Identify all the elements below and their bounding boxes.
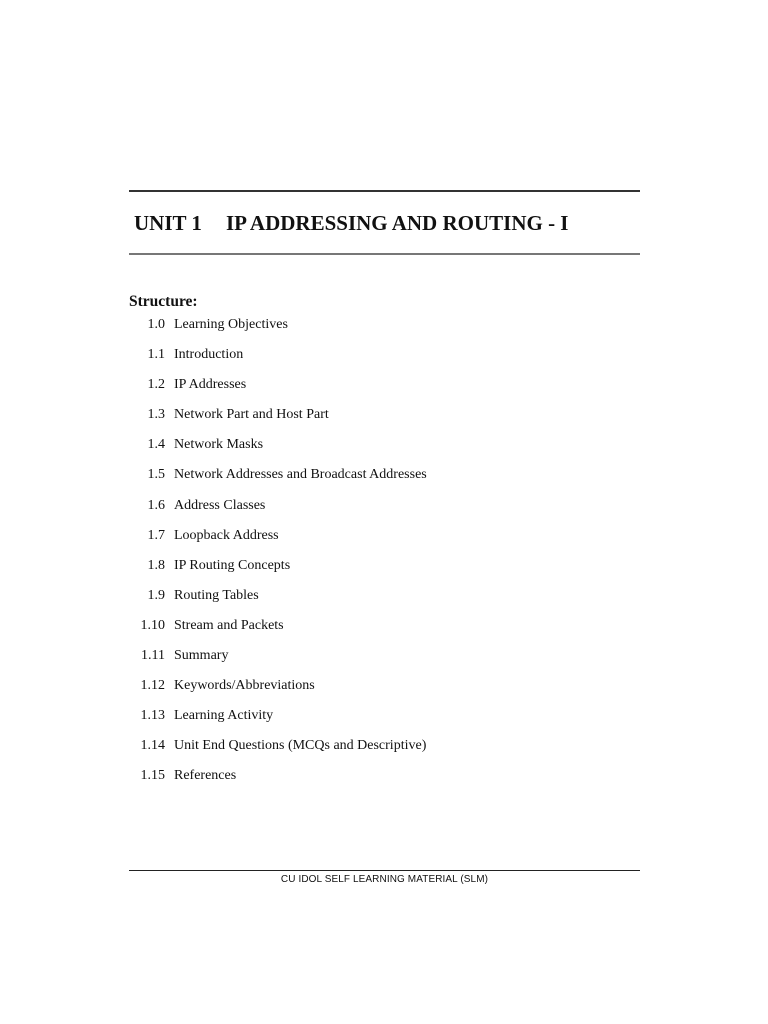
top-divider [129, 190, 640, 192]
item-number: 1.13 [140, 708, 165, 724]
item-number: 1.5 [147, 467, 165, 483]
item-number: 1.8 [147, 557, 165, 573]
item-label: Introduction [174, 347, 244, 363]
list-item [129, 586, 427, 616]
unit-number: UNIT 1 [134, 211, 202, 235]
item-number: 1.6 [147, 497, 165, 513]
list-item [129, 435, 427, 465]
item-number: 1.12 [140, 678, 165, 694]
page-footer: CU IDOL SELF LEARNING MATERIAL (SLM) [280, 874, 489, 885]
item-number: 1.11 [141, 648, 165, 664]
list-item [129, 496, 427, 526]
unit-title-text: IP ADDRESSING AND ROUTING - I [226, 211, 569, 235]
item-number: 1.7 [147, 527, 165, 543]
item-number: 1.2 [147, 377, 165, 393]
item-label: Network Part and Host Part [174, 407, 329, 423]
structure-heading: Structure: [129, 293, 198, 310]
list-item [129, 676, 427, 706]
item-label: References [174, 768, 237, 784]
unit-title [134, 210, 568, 236]
item-label: Network Addresses and Broadcast Addresses [174, 467, 427, 483]
item-number: 1.3 [147, 407, 165, 423]
item-label: Learning Activity [174, 708, 274, 724]
item-number: 1.9 [147, 587, 165, 603]
list-item [129, 345, 427, 375]
item-label: Loopback Address [174, 527, 279, 543]
item-label: Unit End Questions (MCQs and Descriptive) [174, 738, 427, 754]
item-label: Stream and Packets [174, 617, 284, 633]
item-label: Routing Tables [174, 587, 259, 603]
list-item [129, 736, 427, 766]
item-label: Summary [174, 648, 229, 664]
list-item [129, 405, 427, 435]
list-item [129, 465, 427, 495]
list-item [129, 706, 427, 736]
item-number: 1.15 [140, 768, 165, 784]
item-label: Address Classes [174, 497, 266, 513]
list-item [129, 766, 427, 796]
list-item [129, 646, 427, 676]
item-number: 1.10 [140, 617, 165, 633]
item-number: 1.0 [147, 317, 165, 332]
item-label: IP Addresses [174, 377, 247, 393]
item-number: 1.14 [140, 738, 165, 754]
title-divider [129, 253, 640, 255]
list-item [129, 556, 427, 586]
item-number: 1.1 [147, 347, 165, 363]
item-label: Network Masks [174, 437, 264, 453]
list-item [129, 375, 427, 405]
list-item [129, 315, 427, 345]
item-number: 1.4 [147, 437, 165, 453]
item-label: Keywords/Abbreviations [174, 678, 315, 694]
list-item [129, 526, 427, 556]
list-item [129, 616, 427, 646]
structure-list [129, 315, 427, 797]
footer-divider [129, 870, 640, 871]
item-label: Learning Objectives [174, 317, 288, 332]
item-label: IP Routing Concepts [174, 557, 291, 573]
